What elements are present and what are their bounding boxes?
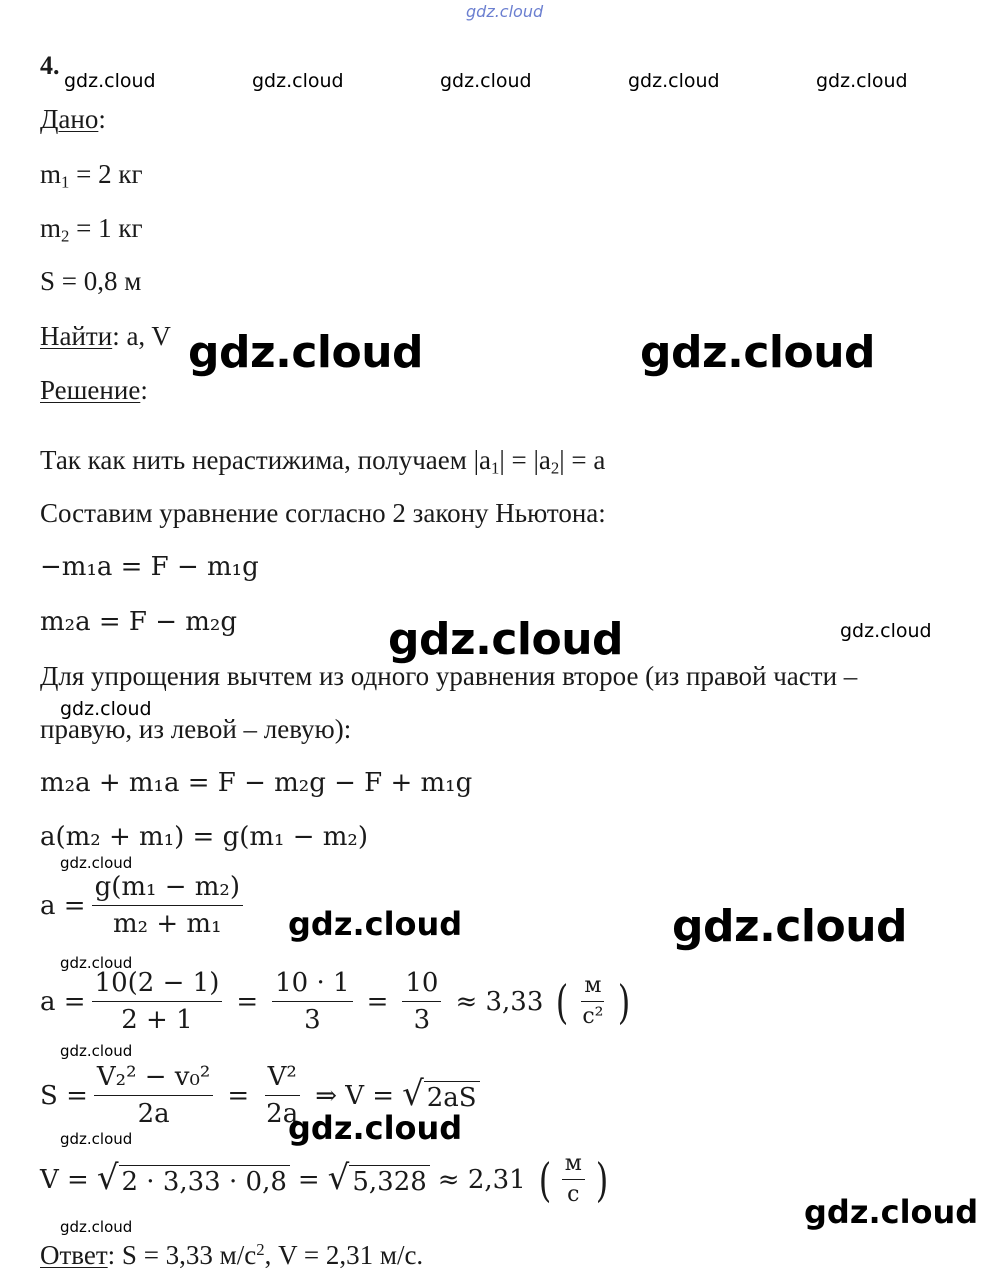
watermark: gdz.cloud	[440, 70, 532, 92]
watermark: gdz.cloud	[840, 620, 932, 642]
watermark-top: gdz.cloud	[466, 2, 544, 21]
square-root: √ 2aS	[402, 1077, 480, 1114]
solution-line-3: Для упрощения вычтем из одного уравнения второе (из правой части –	[40, 661, 858, 691]
equation-2: m₂a = F − m₂g	[40, 607, 237, 637]
equation-8: V = √ 2 · 3,33 · 0,8 = √ 5,328 ≈ 2,31 ( $\frac{м}{с}$ )	[40, 1151, 609, 1207]
solution-line-1: Так как нить нерастижима, получаем $|a_1| = |a_2| = a$	[40, 445, 606, 478]
watermark: gdz.cloud	[252, 70, 344, 92]
watermark: gdz.cloud	[64, 70, 156, 92]
fraction: $\frac{\text{g(m₁ − m₂)}}{\text{m₂ + m₁}}$	[92, 872, 243, 939]
equation-5: a = $\frac{\text{g(m₁ − m₂)}}{\text{m₂ + m₁}}$	[40, 872, 249, 939]
watermark: gdz.cloud	[804, 1193, 979, 1231]
equation-3: m₂a + m₁a = F − m₂g − F + m₁g	[40, 768, 473, 798]
unit-fraction: $\frac{м}{\text{с²}}$	[582, 973, 604, 1029]
find-line: Найти: a, V	[40, 321, 171, 351]
fraction: $\frac{10 \cdot 1}{3}$	[272, 968, 352, 1035]
problem-number: 4.	[40, 51, 60, 80]
watermark: gdz.cloud	[288, 905, 463, 943]
answer-line: Ответ: S = 3,33 $м/с^2$, V = 2,31 м/с.	[40, 1240, 424, 1271]
equation-6: a = $\frac{10(2 - 1)}{2 + 1}$ = $\frac{10 \cdot 1}{3}$ = $\frac{10}{3}$ ≈ 3,33 ( $\frac{м}{\text{с²}}$ )	[40, 968, 630, 1035]
watermark: gdz.cloud	[60, 1042, 133, 1060]
watermark: gdz.cloud	[60, 854, 133, 872]
fraction: $\frac{10}{3}$	[402, 968, 441, 1035]
equation-7: S = $\frac{\text{V₂² − v₀²}}{2a}$ = $\frac{\text{V²}}{2a}$ ⇒ V = √ 2aS	[40, 1062, 480, 1129]
watermark: gdz.cloud	[60, 1218, 133, 1236]
equation-1: −m₁a = F − m₁g	[40, 552, 259, 582]
watermark: gdz.cloud	[288, 1109, 463, 1147]
watermark: gdz.cloud	[816, 70, 908, 92]
given-s: S = 0,8 м	[40, 266, 142, 296]
watermark: gdz.cloud	[60, 954, 133, 972]
watermark: gdz.cloud	[188, 327, 424, 378]
square-root: √ 5,328	[328, 1161, 430, 1198]
square-root: √ 2 · 3,33 · 0,8	[97, 1161, 290, 1198]
fraction: $\frac{\text{V₂² − v₀²}}{2a}$	[94, 1062, 213, 1129]
equation-4: a(m₂ + m₁) = g(m₁ − m₂)	[40, 822, 368, 852]
given-m1: $m_1 = 2$ кг	[40, 159, 143, 192]
given-m2: $m_2 = 1$ кг	[40, 213, 143, 246]
unit-fraction: $\frac{м}{с}$	[562, 1152, 585, 1207]
watermark: gdz.cloud	[640, 327, 876, 378]
watermark: gdz.cloud	[60, 698, 152, 720]
watermark: gdz.cloud	[60, 1130, 133, 1148]
solution-line-2: Составим уравнение согласно 2 закону Ньютона:	[40, 498, 606, 528]
solution-line-4: правую, из левой – левую):	[40, 714, 352, 744]
watermark: gdz.cloud	[672, 901, 908, 952]
fraction: $\frac{10(2 - 1)}{2 + 1}$	[92, 968, 223, 1035]
given-heading: Дано:	[40, 104, 106, 134]
watermark: gdz.cloud	[628, 70, 720, 92]
fraction: $\frac{\text{V²}}{2a}$	[266, 1062, 299, 1129]
watermark: gdz.cloud	[388, 614, 624, 665]
solution-heading: Решение:	[40, 375, 148, 405]
